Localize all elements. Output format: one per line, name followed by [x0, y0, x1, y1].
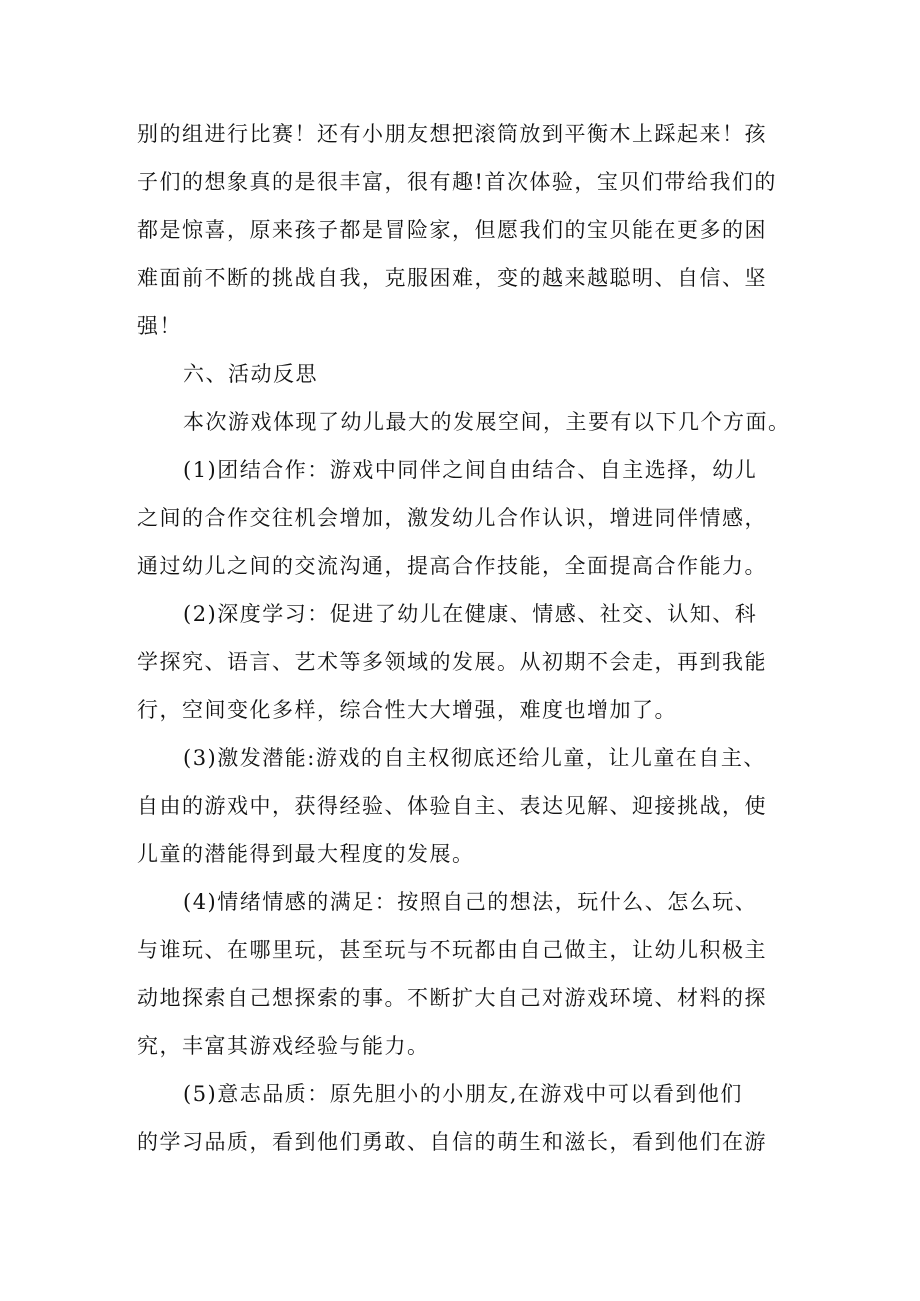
paragraph-intro: 本次游戏体现了幼儿最大的发展空间，主要有以下几个方面。	[183, 410, 791, 434]
text-line: 与谁玩、在哪里玩，甚至玩与不玩都由自己做主，让幼儿积极主	[137, 938, 767, 962]
text-line: 的学习品质，看到他们勇敢、自信的萌生和滋长，看到他们在游	[137, 1130, 767, 1154]
text-line: (4)情绪情感的满足：按照自己的想法，玩什么、怎么玩、	[183, 890, 758, 914]
text-line: (1)团结合作：游戏中同伴之间自由结合、自主选择，幼儿	[183, 458, 758, 482]
paragraph-item-4	[137, 878, 797, 1070]
text-line: 学探究、语言、艺术等多领域的发展。从初期不会走，再到我能	[137, 650, 767, 674]
document-body	[137, 110, 797, 1166]
paragraph-item-1	[137, 446, 797, 590]
text-line: 子们的想象真的是很丰富，很有趣!首次体验，宝贝们带给我们的	[137, 170, 777, 194]
paragraph-item-3	[137, 734, 797, 878]
text-line: 都是惊喜，原来孩子都是冒险家，但愿我们的宝贝能在更多的困	[137, 218, 767, 242]
text-line: (3)激发潜能:游戏的自主权彻底还给儿童，让儿童在自主、	[183, 746, 766, 770]
text-line: 动地探索自己想探索的事。不断扩大自己对游戏环境、材料的探	[137, 986, 767, 1010]
text-line: 难面前不断的挑战自我，克服困难，变的越来越聪明、自信、坚	[137, 266, 767, 290]
paragraph-continuation	[137, 110, 797, 350]
text-line: 行，空间变化多样，综合性大大增强，难度也增加了。	[137, 698, 677, 722]
text-line: 儿童的潜能得到最大程度的发展。	[137, 842, 475, 866]
text-line: 之间的合作交往机会增加，激发幼儿合作认识，增进同伴情感，	[137, 506, 767, 530]
text-line: 究，丰富其游戏经验与能力。	[137, 1034, 430, 1058]
text-line: 别的组进行比赛！还有小朋友想把滚筒放到平衡木上踩起来！孩	[137, 122, 767, 146]
text-line: (5)意志品质：原先胆小的小朋友,在游戏中可以看到他们	[183, 1082, 743, 1106]
section-heading: 六、活动反思	[183, 362, 318, 386]
paragraph-item-5	[137, 1070, 797, 1166]
text-line: 自由的游戏中，获得经验、体验自主、表达见解、迎接挑战，使	[137, 794, 767, 818]
text-line: 通过幼儿之间的交流沟通，提高合作技能，全面提高合作能力。	[137, 554, 767, 578]
paragraph-item-2	[137, 590, 797, 734]
text-line: 强！	[137, 314, 182, 338]
text-line: (2)深度学习：促进了幼儿在健康、情感、社交、认知、科	[183, 602, 758, 626]
